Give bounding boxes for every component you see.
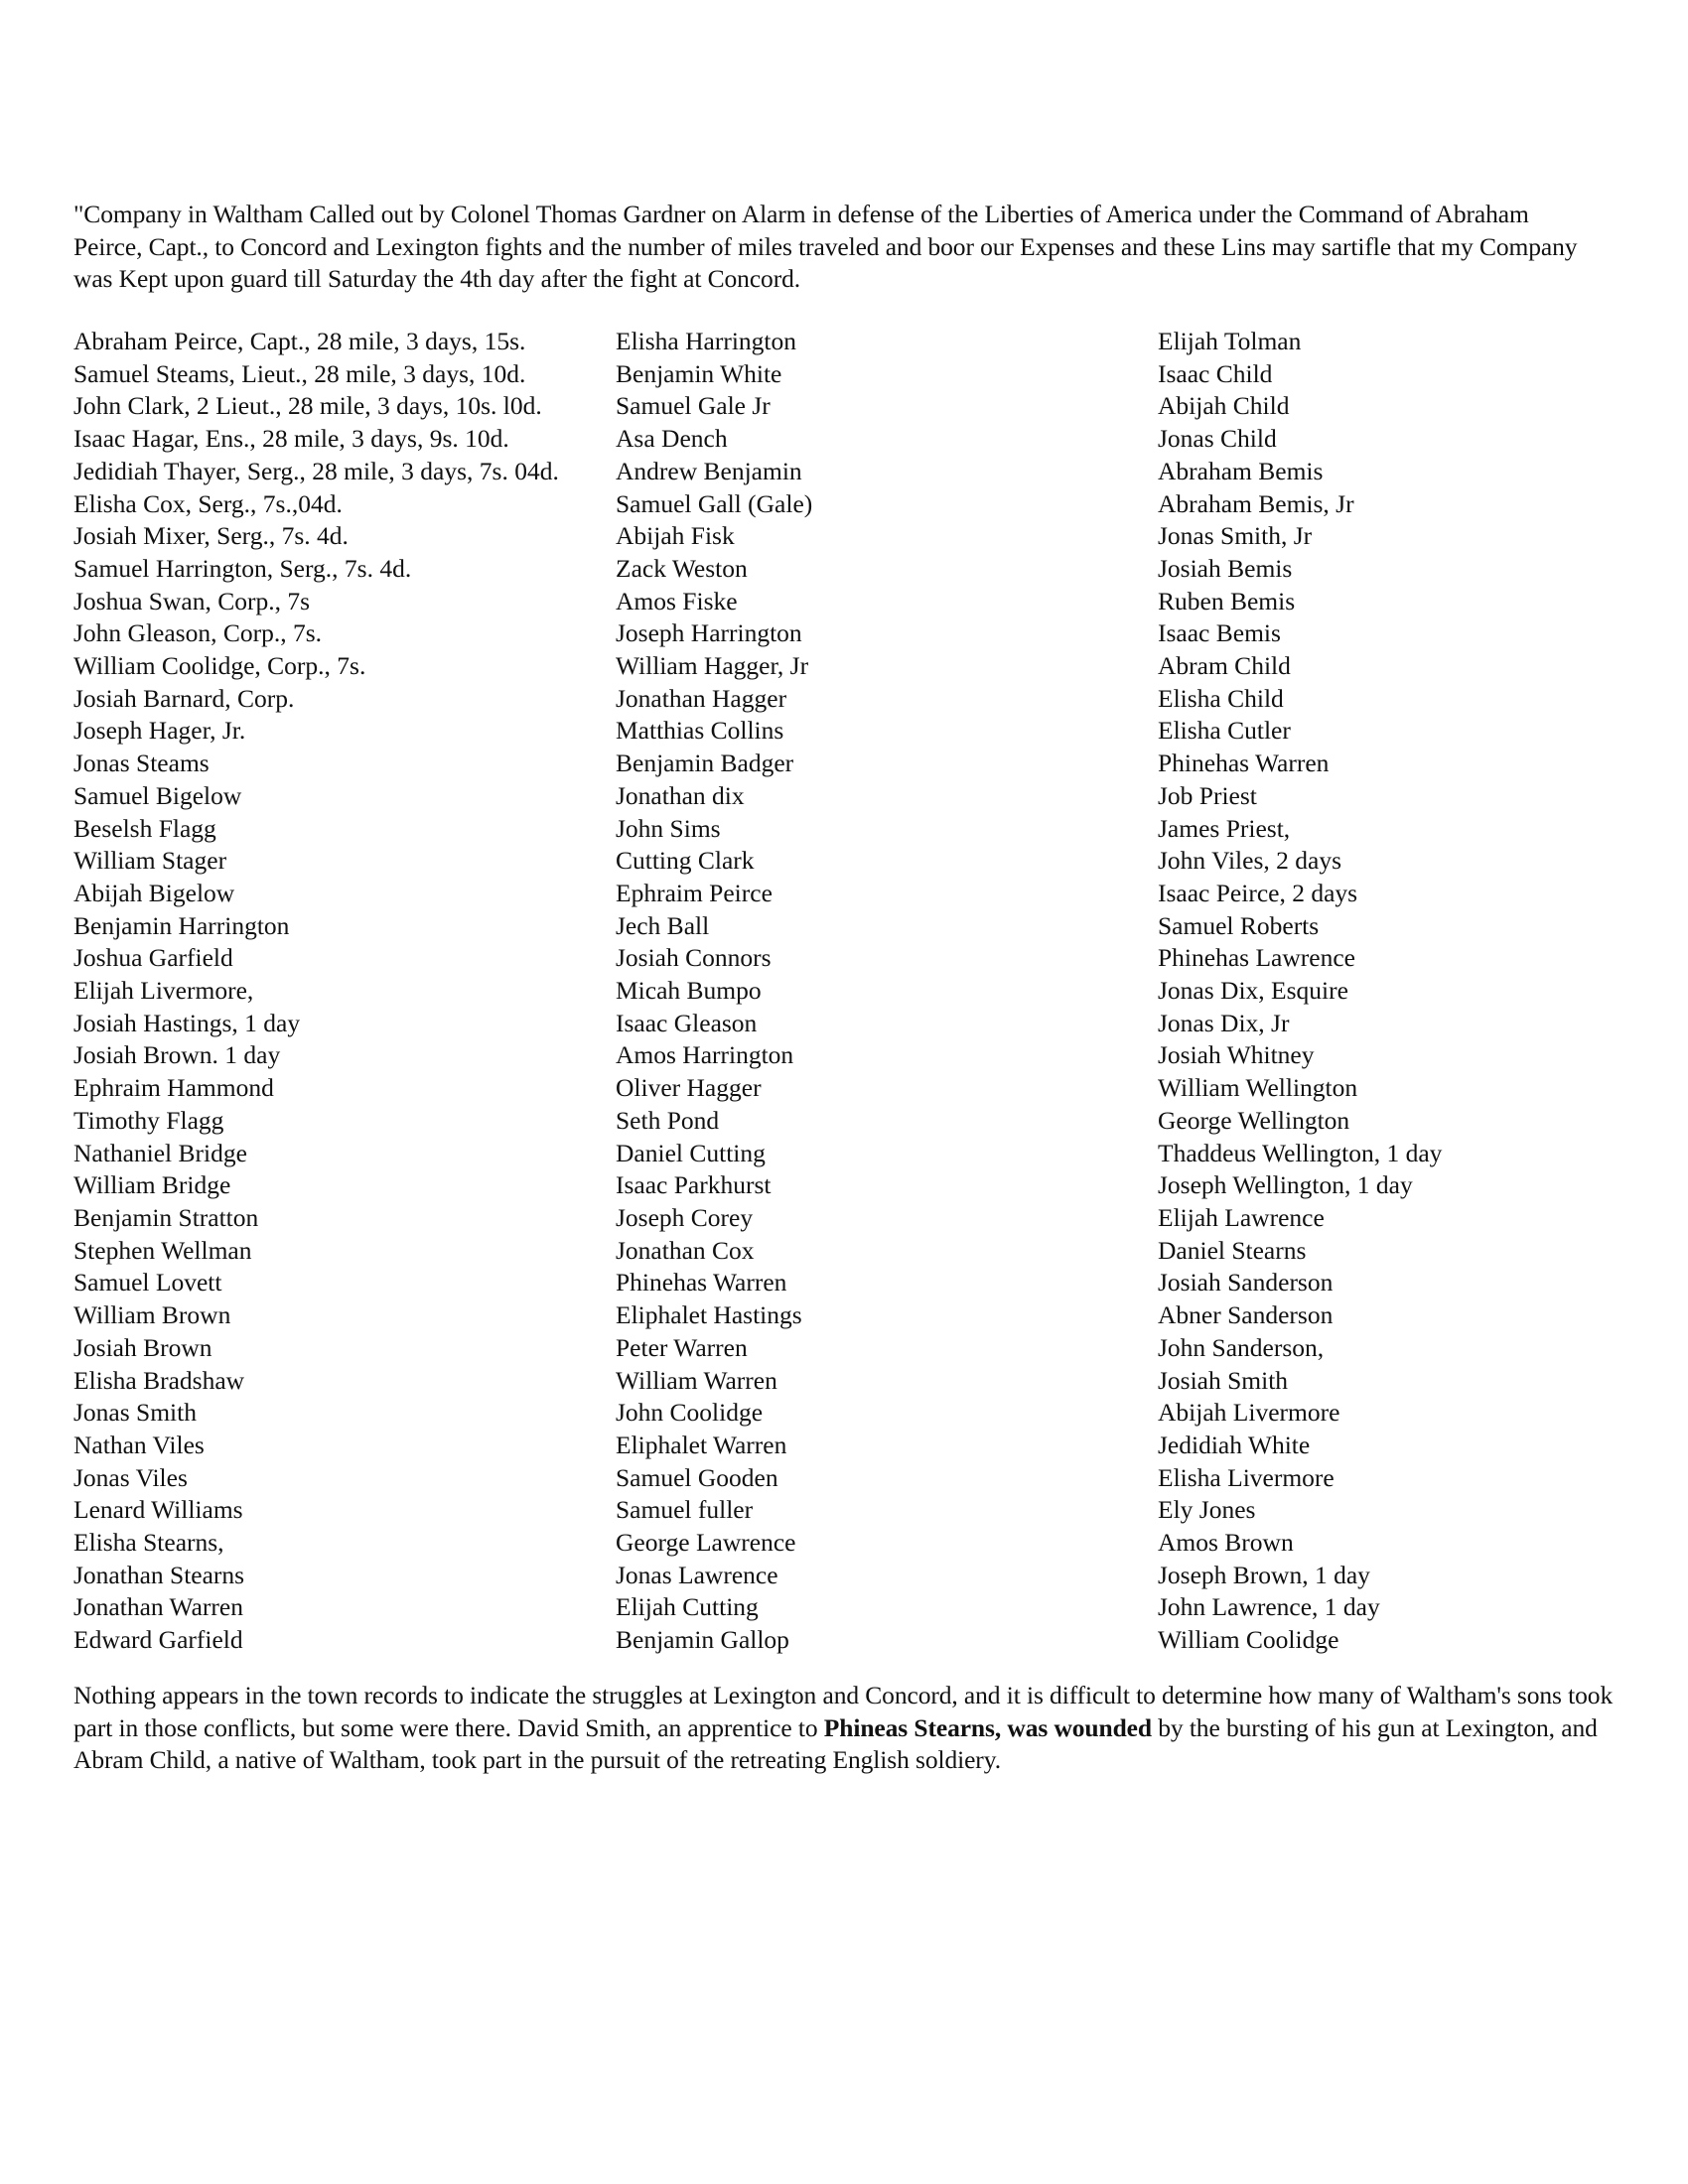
closing-text-part-2: by the bursting of his gun at Lexington, and Abram Child, a native of Waltham, took part in the pursuit of the retreating English soldiery. (73, 1712, 1598, 1774)
roster-entry: Joshua Swan, Corp., 7s (73, 586, 311, 615)
roster-entry: John Clark, 2 Lieut., 28 mile, 3 days, 10s. l0d. (73, 391, 542, 421)
roster-entry: Samuel Steams, Lieut., 28 mile, 3 days, 10d. (73, 358, 526, 388)
roster-entry: Isaac Bemis (1158, 618, 1281, 648)
roster-entry: Abijah Child (1158, 391, 1290, 421)
roster-entry: Abraham Bemis (1158, 456, 1324, 485)
roster-entry: Micah Bumpo (616, 976, 762, 1006)
roster-entry: Jonathan Warren (73, 1592, 243, 1622)
intro-paragraph (73, 199, 1603, 296)
roster-entry: William Bridge (73, 1170, 231, 1200)
roster-entry: Amos Harrington (616, 1040, 794, 1070)
roster-entry: William Stager (73, 846, 227, 876)
roster-entry: Josiah Brown. 1 day (73, 1040, 281, 1070)
roster-entry: Samuel Gooden (616, 1462, 778, 1492)
roster-entry: Benjamin Stratton (73, 1202, 259, 1232)
closing-text (73, 1680, 1622, 1777)
roster-entry: Jonas Dix, Esquire (1158, 976, 1348, 1006)
roster-entry: Elisha Harrington (616, 327, 796, 355)
roster-entry: William Coolidge, Corp., 7s. (73, 651, 366, 681)
roster-entry: John Sanderson, (1158, 1332, 1325, 1362)
roster-entry: Nathan Viles (73, 1430, 205, 1459)
roster-entry: Thaddeus Wellington, 1 day (1158, 1138, 1443, 1167)
roster-entry: Joseph Hager, Jr. (73, 716, 246, 746)
roster-entry: Joseph Corey (616, 1202, 754, 1232)
roster-entry: Jonas Smith, Jr (1158, 521, 1313, 551)
closing-paragraph (73, 1680, 1622, 1777)
roster-entry: Abijah Bigelow (73, 878, 235, 907)
roster-entry: Benjamin White (616, 358, 782, 388)
roster-entry: Eliphalet Hastings (616, 1300, 802, 1330)
roster-entry: Isaac Hagar, Ens., 28 mile, 3 days, 9s. 10d. (73, 424, 509, 454)
roster-entry: Abraham Bemis, Jr (1158, 488, 1354, 518)
roster-column-1 (73, 326, 559, 1657)
roster-entry: Jedidiah Thayer, Serg., 28 mile, 3 days, 7s. 04d. (73, 456, 559, 485)
roster-entry: Edward Garfield (73, 1625, 243, 1655)
roster-entry: Josiah Hastings, 1 day (73, 1008, 301, 1037)
roster-entry: Elisha Livermore (1158, 1462, 1335, 1492)
roster-entry: Oliver Hagger (616, 1073, 762, 1103)
roster-entry: Phinehas Warren (1158, 749, 1330, 778)
roster-entry: Samuel Harrington, Serg., 7s. 4d. (73, 553, 412, 583)
roster-entry: Amos Brown (1158, 1528, 1294, 1558)
roster-entry: Peter Warren (616, 1332, 748, 1362)
roster-entry: Cutting Clark (616, 846, 755, 876)
closing-text-part-1: Nothing appears in the town records to indicate the struggles at Lexington and Concord, and it is difficult to determine how many of Waltham's sons took part in those conflicts, but some were there. David Smith, an apprentice to (73, 1681, 1614, 1742)
roster-entry: Phinehas Lawrence (1158, 943, 1355, 973)
roster-entry: George Lawrence (616, 1528, 796, 1558)
roster-entry: Job Priest (1158, 780, 1257, 810)
roster-entry: Jonas Steams (73, 749, 210, 778)
roster-entry: Elisha Stearns, (73, 1528, 224, 1558)
roster-entry: George Wellington (1158, 1105, 1350, 1135)
roster-entry: John Viles, 2 days (1158, 846, 1341, 876)
roster-entry: Daniel Cutting (616, 1138, 766, 1167)
roster-entry: Isaac Gleason (616, 1008, 758, 1037)
roster-entry: Ruben Bemis (1158, 586, 1296, 615)
roster-entry: Abram Child (1158, 651, 1291, 681)
roster-entry: Abner Sanderson (1158, 1300, 1334, 1330)
roster-entry: Nathaniel Bridge (73, 1138, 247, 1167)
roster-entry: Ephraim Hammond (73, 1073, 274, 1103)
roster-entry: Lenard Williams (73, 1495, 243, 1525)
roster-entry: Isaac Parkhurst (616, 1170, 772, 1200)
roster-entry: William Warren (616, 1365, 777, 1395)
roster-entry: Jonathan Hagger (616, 683, 787, 713)
roster-entry: Asa Dench (616, 424, 728, 454)
roster-entry: Jech Ball (616, 910, 710, 940)
roster-entry: William Coolidge (1158, 1625, 1339, 1655)
intro-text: "Company in Waltham Called out by Colonel Thomas Gardner on Alarm in defense of the Liberties of America under the Command of Abraham Peirce, Capt., to Concord and Lexington fights and the number of miles traveled and boor our Expenses and these Lins may sartifle that my Company was Kept upon guard till Saturday the 4th day after the fight at Concord. (73, 200, 1578, 293)
roster-entry: Amos Fiske (616, 586, 738, 615)
roster-entry: Josiah Smith (1158, 1365, 1289, 1395)
roster-entry: Josiah Brown (73, 1332, 212, 1362)
roster-entry: Josiah Whitney (1158, 1040, 1315, 1070)
roster-entry: Samuel Roberts (1158, 910, 1320, 940)
roster-entry: Jonathan Cox (616, 1235, 755, 1265)
roster-entry: Jonas Child (1158, 424, 1277, 454)
roster-entry: John Gleason, Corp., 7s. (73, 618, 323, 648)
roster-entry: Josiah Mixer, Serg., 7s. 4d. (73, 521, 349, 551)
roster-entry: Benjamin Badger (616, 749, 794, 778)
roster-entry: Josiah Sanderson (1158, 1268, 1334, 1297)
roster-entry: William Brown (73, 1300, 231, 1330)
roster-entry: Seth Pond (616, 1105, 720, 1135)
roster-entry: Beselsh Flagg (73, 813, 216, 843)
roster-entry: James Priest, (1158, 813, 1291, 843)
roster-entry: Elijah Tolman (1158, 327, 1302, 355)
roster-entry: Jonathan dix (616, 780, 745, 810)
roster-entry: Samuel Gall (Gale) (616, 488, 813, 518)
roster-entry: Abraham Peirce, Capt., 28 mile, 3 days, 15s. (73, 327, 526, 355)
roster-entry: Elisha Bradshaw (73, 1365, 245, 1395)
roster-entry: Eliphalet Warren (616, 1430, 787, 1459)
roster-entry: Ephraim Peirce (616, 878, 773, 907)
roster-entry: Joseph Harrington (616, 618, 802, 648)
roster-entry: Benjamin Harrington (73, 910, 290, 940)
roster-entry: Jedidiah White (1158, 1430, 1311, 1459)
roster-entry: Samuel Gale Jr (616, 391, 771, 421)
roster-entry: Elisha Cox, Serg., 7s.,04d. (73, 488, 343, 518)
roster-entry: Abijah Livermore (1158, 1398, 1340, 1428)
roster-entry: Isaac Child (1158, 358, 1273, 388)
roster-entry: Samuel fuller (616, 1495, 754, 1525)
roster-entry: Benjamin Gallop (616, 1625, 789, 1655)
roster-entry: Matthias Collins (616, 716, 784, 746)
roster-entry: John Coolidge (616, 1398, 764, 1428)
roster-entry: Ely Jones (1158, 1495, 1256, 1525)
roster-entry: Jonas Smith (73, 1398, 197, 1428)
closing-text-bold: Phineas Stearns, was wounded (823, 1712, 1152, 1742)
roster-entry: Samuel Lovett (73, 1268, 222, 1297)
roster-entry: Abijah Fisk (616, 521, 735, 551)
roster-entry: Andrew Benjamin (616, 456, 802, 485)
roster-entry: Isaac Peirce, 2 days (1158, 878, 1358, 907)
roster-entry: Joseph Brown, 1 day (1158, 1560, 1370, 1589)
roster-entry: Elisha Cutler (1158, 716, 1291, 746)
roster-entry: Samuel Bigelow (73, 780, 242, 810)
roster-entry: Stephen Wellman (73, 1235, 252, 1265)
roster-column-3 (1158, 326, 1442, 1657)
roster-entry: John Lawrence, 1 day (1158, 1592, 1380, 1622)
roster-entry: Jonas Lawrence (616, 1560, 778, 1589)
roster-entry: Joshua Garfield (73, 943, 233, 973)
roster-entry: Zack Weston (616, 553, 748, 583)
roster-entry: Timothy Flagg (73, 1105, 224, 1135)
roster-entry: William Hagger, Jr (616, 651, 809, 681)
roster-entry: Elijah Cutting (616, 1592, 759, 1622)
roster-entry: Josiah Bemis (1158, 553, 1293, 583)
roster-column-2 (616, 326, 812, 1657)
roster-entry: Jonathan Stearns (73, 1560, 245, 1589)
roster-entry: William Wellington (1158, 1073, 1358, 1103)
company-roster (73, 326, 1622, 1676)
roster-entry: Phinehas Warren (616, 1268, 787, 1297)
roster-entry: Jonas Dix, Jr (1158, 1008, 1290, 1037)
roster-entry: Elijah Lawrence (1158, 1202, 1325, 1232)
roster-entry: Jonas Viles (73, 1462, 188, 1492)
roster-entry: Josiah Connors (616, 943, 772, 973)
roster-entry: John Sims (616, 813, 721, 843)
roster-entry: Joseph Wellington, 1 day (1158, 1170, 1413, 1200)
roster-entry: Josiah Barnard, Corp. (73, 683, 295, 713)
roster-entry: Daniel Stearns (1158, 1235, 1307, 1265)
roster-entry: Elijah Livermore, (73, 976, 254, 1006)
roster-entry: Elisha Child (1158, 683, 1284, 713)
